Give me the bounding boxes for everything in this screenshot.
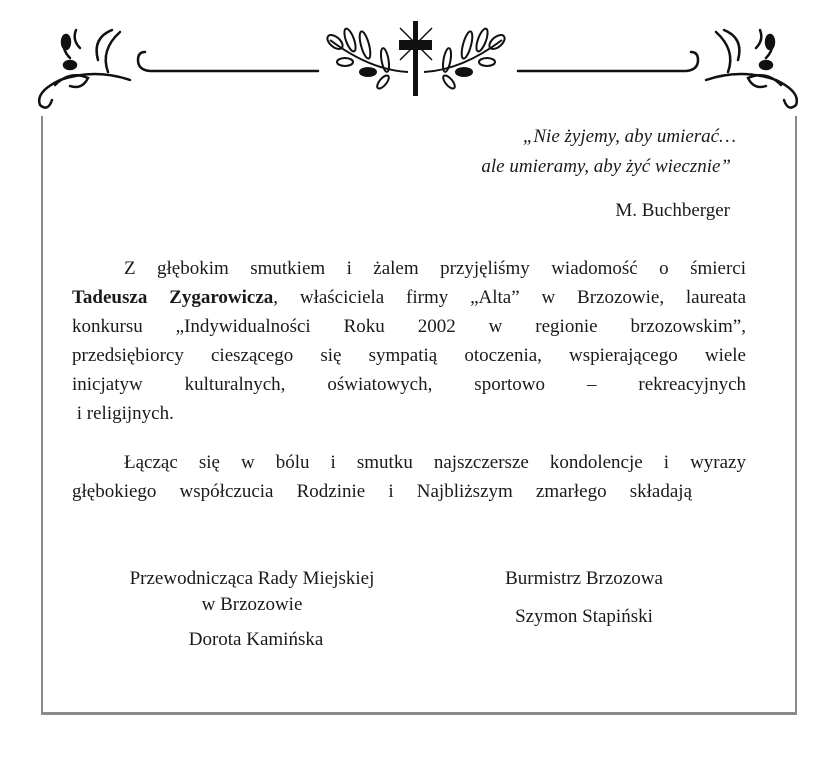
signature-left-title: w Brzozowie — [201, 594, 303, 615]
frame-left-border — [41, 116, 43, 714]
signature-right-name: Szymon Stapiński — [515, 606, 653, 627]
paragraph1-line: i religijnych. — [72, 403, 174, 424]
quote-line-2: ale umieramy, aby żyć wiecznie” — [481, 156, 731, 177]
signature-left-title: Przewodnicząca Rady Miejskiej — [129, 568, 375, 589]
paragraph1-line: przedsiębiorcy cieszącego się sympatią otoczenia, wspierającego wiele — [72, 345, 746, 366]
paragraph2-line: głębokiego współczucia Rodzinie i Najbliższym zmarłego składają — [72, 481, 692, 502]
deceased-name: Tadeusza Zygarowicza — [72, 287, 274, 308]
right-scroll-icon — [518, 30, 797, 108]
signature-left-name: Dorota Kamińska — [188, 629, 324, 650]
left-scroll-icon — [39, 30, 318, 108]
paragraph1-line: inicjatyw kulturalnych, oświatowych, sportowo – rekreacyjnych — [72, 374, 746, 395]
quote-line-1: „Nie żyjemy, aby umierać… — [522, 126, 736, 147]
frame-bottom-border — [41, 712, 797, 715]
paragraph2-line: Łącząc się w bólu i smutku najszczersze kondolencje i wyrazy — [124, 452, 746, 473]
cross-icon — [399, 21, 432, 96]
paragraph1-line — [72, 287, 746, 309]
quote-author: M. Buchberger — [615, 200, 730, 221]
header-ornament — [0, 0, 836, 115]
paragraph1-line: konkursu „Indywidualności Roku 2002 w regionie brzozowskim”, — [72, 316, 746, 337]
paragraph1-line-rest: , właściciela firmy „Alta” w Brzozowie, laureata — [273, 287, 747, 308]
signature-right-title: Burmistrz Brzozowa — [505, 568, 663, 589]
paragraph1-line: Z głębokim smutkiem i żalem przyjęliśmy wiadomość o śmierci — [124, 258, 746, 279]
frame-right-border — [795, 116, 797, 714]
